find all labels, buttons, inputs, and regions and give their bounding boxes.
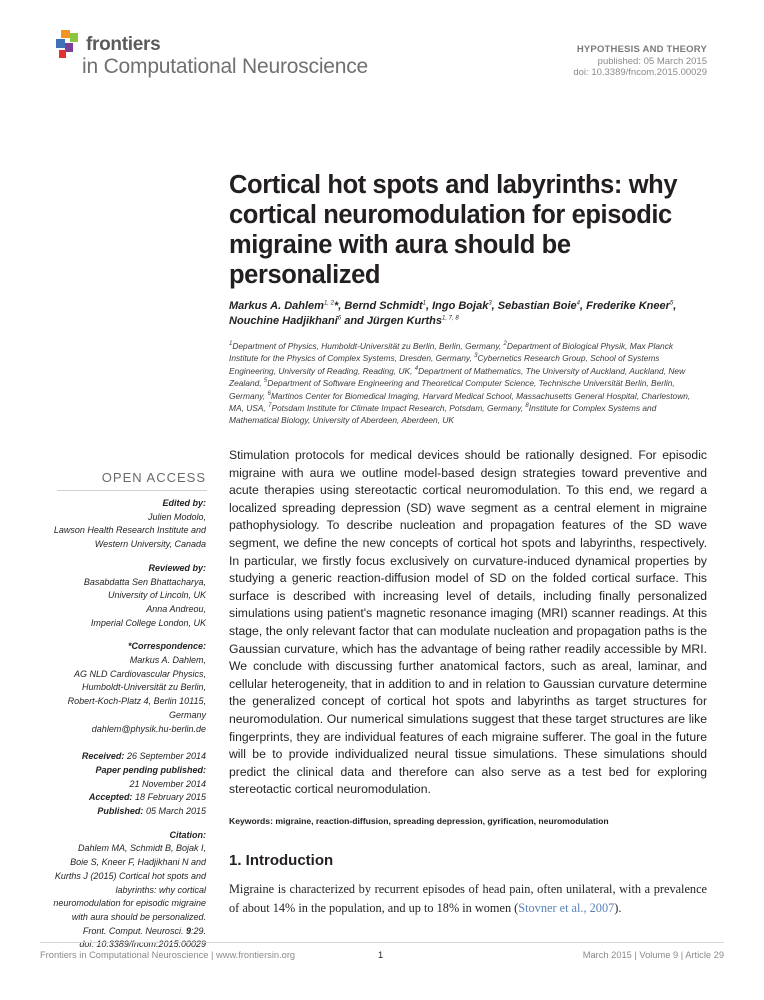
author-name: Ingo Bojak <box>432 300 489 312</box>
pending-date: 21 November 2014 <box>129 778 206 789</box>
footer-issue: March 2015 | Volume 9 | Article 29 <box>582 950 724 960</box>
article-type: HYPOTHESIS AND THEORY <box>576 44 707 55</box>
author-affiliation-ref: 4 <box>576 300 580 307</box>
journal-name: in Computational Neuroscience <box>82 55 369 78</box>
author-name: Sebastian Boie <box>497 300 577 312</box>
accepted-date: Accepted: 18 February 2015 <box>88 792 206 803</box>
correspondence-label: *Correspondence: <box>127 641 206 652</box>
author-affiliation-ref: 1, 2 <box>323 300 334 307</box>
correspondence-line: AG NLD Cardiovascular Physics, <box>73 668 206 679</box>
affiliation-text: Department of Physics, Humboldt-Universität zu Berlin, Berlin, Germany, <box>232 341 502 351</box>
footer-divider <box>40 942 724 943</box>
page-number: 1 <box>378 950 384 960</box>
affiliation-number: 7 <box>268 403 272 410</box>
introduction-paragraph: Migraine is characterized by recurrent episodes of head pain, often unilateral, with a prevalence of about 14% in the population, and up to 18% in women (Stovner et al., 2007). <box>229 882 707 915</box>
affiliation-number: 8 <box>525 403 529 410</box>
affiliation-text: Department of Mathematics, The University of Auckland, Auckland, New Zealand, <box>229 365 686 389</box>
citation-label: Citation: <box>169 829 206 840</box>
citation-line: with aura should be personalized. <box>71 911 206 922</box>
reviewer-line: Imperial College London, UK <box>90 617 206 628</box>
author-affiliation-ref: 3 <box>488 300 492 307</box>
reviewer-line: Anna Andreou, <box>146 603 206 614</box>
keywords <box>229 815 709 827</box>
correspondence-line: Robert-Koch-Platz 4, Berlin 10115, <box>67 696 206 707</box>
logo-wordmark: frontiers <box>86 34 161 55</box>
published-date: published: 05 March 2015 <box>597 55 707 67</box>
affiliation-text: Department of Biological Physik, Max Planck Institute for the Physics of Complex Systems, Dresden, Germany, <box>229 341 674 364</box>
editor-line: Julien Modolo, <box>147 511 206 522</box>
reviewer-line: Basabdatta Sen Bhattacharya, <box>83 576 206 587</box>
affiliation-number: 5 <box>263 378 268 385</box>
author-name: Markus A. Dahlem <box>229 300 324 312</box>
affiliation-number: 3 <box>474 353 478 360</box>
author-affiliation-ref: 6 <box>337 315 342 322</box>
author-affiliation-ref: 5 <box>669 300 674 307</box>
citation-line: Boie S, Kneer F, Hadjikhani N and <box>70 857 206 868</box>
reviewed-by-label: Reviewed by: <box>148 562 206 573</box>
open-access-label: OPEN ACCESS <box>101 470 206 485</box>
divider <box>57 490 207 491</box>
correspondence-line: Humboldt-Universität zu Berlin, <box>81 682 206 693</box>
affiliation-number: 1 <box>229 341 233 348</box>
affiliation-text: Department of Software Engineering and Theoretical Computer Science, Technische Universität Berlin, Berlin, Germany, <box>229 378 675 401</box>
citation-line: labyrinths: why cortical <box>115 884 206 895</box>
citation-line: Dahlem MA, Schmidt B, Bojak I, <box>77 843 206 854</box>
reviewer-line: University of Lincoln, UK <box>107 590 206 601</box>
affiliation-text: Potsdam Institute for Climate Impact Research, Potsdam, Germany, <box>271 403 524 414</box>
affiliation-text: Cybernetics Research Group, School of Systems Engineering, University of Reading, Reading, UK, <box>229 353 660 376</box>
pending-label: Paper pending published: <box>95 764 206 775</box>
affiliation-text: Martinos Center for Biomedical Imaging, Harvard Medical School, Massachusetts General Hospital, Charlestown, MA, USA, <box>229 390 691 414</box>
affiliations <box>229 340 699 427</box>
edited-by-label: Edited by: <box>162 498 206 508</box>
citation-link[interactable]: Stovner et al., 2007 <box>518 901 615 915</box>
author-name: Jürgen Kurths <box>366 315 442 327</box>
keywords-text: migraine, reaction-diffusion, spreading depression, gyrification, neuromodulation <box>275 816 609 826</box>
affiliation-number: 4 <box>414 366 419 373</box>
author-list: Markus A. Dahlem$^{1, 2}$*, Bernd Schmidt$^1$, Ingo Bojak$^3$, Sebastian Boie$^4$, Frederike Kneer$^5$, Nouchine Hadjikhani$^6$ and Jürgen Kurths$^{1, 7, 8}$ <box>229 300 677 327</box>
article-meta <box>573 44 707 79</box>
correspondence-email[interactable]: dahlem@physik.hu-berlin.de <box>91 723 206 734</box>
received-date: Received: 26 September 2014 <box>81 751 206 762</box>
correspondence-line: Markus A. Dahlem, <box>129 655 206 666</box>
article-title: Cortical hot spots and labyrinths: why cortical neuromodulation for episodic migraine with aura should be personalized <box>229 171 678 289</box>
author-affiliation-ref: 1 <box>422 300 426 307</box>
author-name: Frederike Kneer <box>586 300 670 312</box>
corresponding-mark: * <box>333 300 339 312</box>
author-name: Nouchine Hadjikhani <box>229 315 338 327</box>
citation-journal-line: Front. Comput. Neurosci. 9:29. <box>82 925 206 936</box>
affiliation-number: 6 <box>267 390 271 397</box>
citation-line: neuromodulation for episodic migraine <box>53 898 206 909</box>
editor-info <box>16 497 206 952</box>
affiliation-number: 2 <box>503 341 507 348</box>
abstract: Stimulation protocols for medical devices should be rationally designed. For episodic migraine with aura we outline model-based design strategies toward preventive and acute therapies using stereotactic cortical neuromodulation. To this end, we regard a localized spreading depression (SD) wave segment as a central element in migraine pathophysiology. To describe nucleation and propagation features of the SD wave segment, we define the new concepts of cortical hot spots and labyrinths, respectively. In particular, we firstly focus exclusively on curvature-induced dynamical properties by studying a generic reaction-diffusion model of SD on the folded cortical surface. This surface is described with increasing level of details, including finally personalized simulations using patient's magnetic resonance imaging (MRI) scanner readings. At this stage, the only relevant factor that can modulate nucleation and propagation paths is the Gaussian curvature, which has the advantage of being rather readily accessible by MRI. We conclude with discussing further anatomical factors, such as areal, laminar, and cellular heterogeneity, that in addition to and in relation to Gaussian curvature determine the generalized concept of cortical hot spots and labyrinths as target structures for neuromodulation. Our numerical simulations suggest that these target structures are like fingerprints, they are individual features of each migraine sufferer. The goal in the future will be to provide individualized neural tissue simulations. These simulations should predict the clinical data and therefore can also serve as a test bed for exploring stereotactic cortical neuromodulation. <box>229 448 707 797</box>
editor-line: Lawson Health Research Institute and <box>53 525 206 536</box>
affiliation-text: Institute for Complex Systems and Mathematical Biology, University of Aberdeen, Aberdeen, UK <box>229 403 657 426</box>
keywords-label: Keywords: <box>229 816 273 826</box>
frontiers-logo-icon <box>56 30 82 60</box>
citation-doi[interactable]: doi: 10.3389/fncom.2015.00029 <box>79 939 206 950</box>
journal-logo <box>56 30 376 80</box>
footer-journal[interactable]: Frontiers in Computational Neuroscience | www.frontiersin.org <box>40 950 296 960</box>
author-affiliation-ref: 1, 7, 8 <box>442 315 459 322</box>
correspondence-line: Germany <box>168 709 206 720</box>
citation-line: Kurths J (2015) Cortical hot spots and <box>54 870 206 881</box>
section-heading-introduction: 1. Introduction <box>229 852 334 869</box>
editor-line: Western University, Canada <box>94 539 206 550</box>
author-name: Bernd Schmidt <box>344 300 423 312</box>
published-date-left: Published: 05 March 2015 <box>97 806 206 817</box>
article-doi[interactable]: doi: 10.3389/fncom.2015.00029 <box>573 67 707 78</box>
